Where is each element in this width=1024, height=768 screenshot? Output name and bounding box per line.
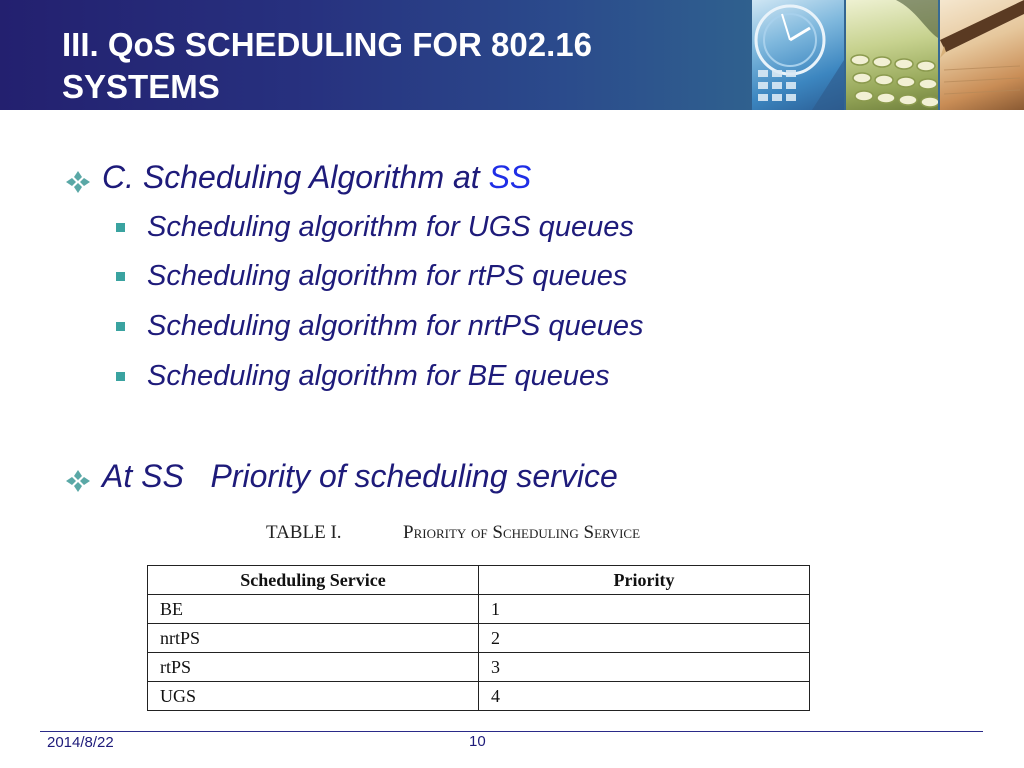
- header-photo-keypad: [846, 0, 938, 110]
- cell-priority: 3: [479, 653, 810, 682]
- cell-priority: 4: [479, 682, 810, 711]
- table-row: [148, 624, 810, 653]
- table-header-row: [148, 566, 810, 595]
- square-bullet-icon: [116, 322, 125, 331]
- diamond-bullet-icon: [64, 463, 92, 501]
- table-row: [148, 595, 810, 624]
- header-photo-clock-calculator: [752, 0, 844, 110]
- square-bullet-icon: [116, 223, 125, 232]
- page-number: 10: [469, 733, 486, 750]
- sub-bullet-text: Scheduling algorithm for BE queues: [147, 360, 610, 392]
- square-bullet-icon: [116, 372, 125, 381]
- table-caption-label: TABLE I.: [266, 522, 342, 543]
- table-caption: [266, 522, 641, 544]
- sub-bullet-text: Scheduling algorithm for nrtPS queues: [147, 310, 644, 342]
- header-photo-pen: [940, 0, 1024, 110]
- cell-service: rtPS: [148, 653, 479, 682]
- bullet-text: C. Scheduling Algorithm at: [102, 159, 489, 195]
- column-header-priority: Priority: [479, 566, 810, 595]
- square-bullet-icon: [116, 272, 125, 281]
- bullet-text: At SS Priority of scheduling service: [102, 458, 618, 494]
- cell-service: BE: [148, 595, 479, 624]
- sub-bullet-text: Scheduling algorithm for UGS queues: [147, 211, 634, 243]
- table-row: [148, 682, 810, 711]
- sub-bullet-text: Scheduling algorithm for rtPS queues: [147, 260, 628, 292]
- diamond-bullet-icon: [64, 164, 92, 202]
- cell-service: nrtPS: [148, 624, 479, 653]
- column-header-service: Scheduling Service: [148, 566, 479, 595]
- cell-priority: 2: [479, 624, 810, 653]
- slide-header: [0, 0, 1024, 110]
- cell-priority: 1: [479, 595, 810, 624]
- table-caption-title: Priority of Scheduling Service: [403, 522, 641, 543]
- cell-service: UGS: [148, 682, 479, 711]
- table-row: [148, 653, 810, 682]
- bullet-highlight-ss: SS: [488, 159, 532, 195]
- footer-date: 2014/8/22: [47, 734, 114, 751]
- slide-title: III. QoS SCHEDULING FOR 802.16 SYSTEMS: [62, 26, 592, 105]
- priority-table: [147, 565, 810, 711]
- footer-divider: [40, 731, 983, 732]
